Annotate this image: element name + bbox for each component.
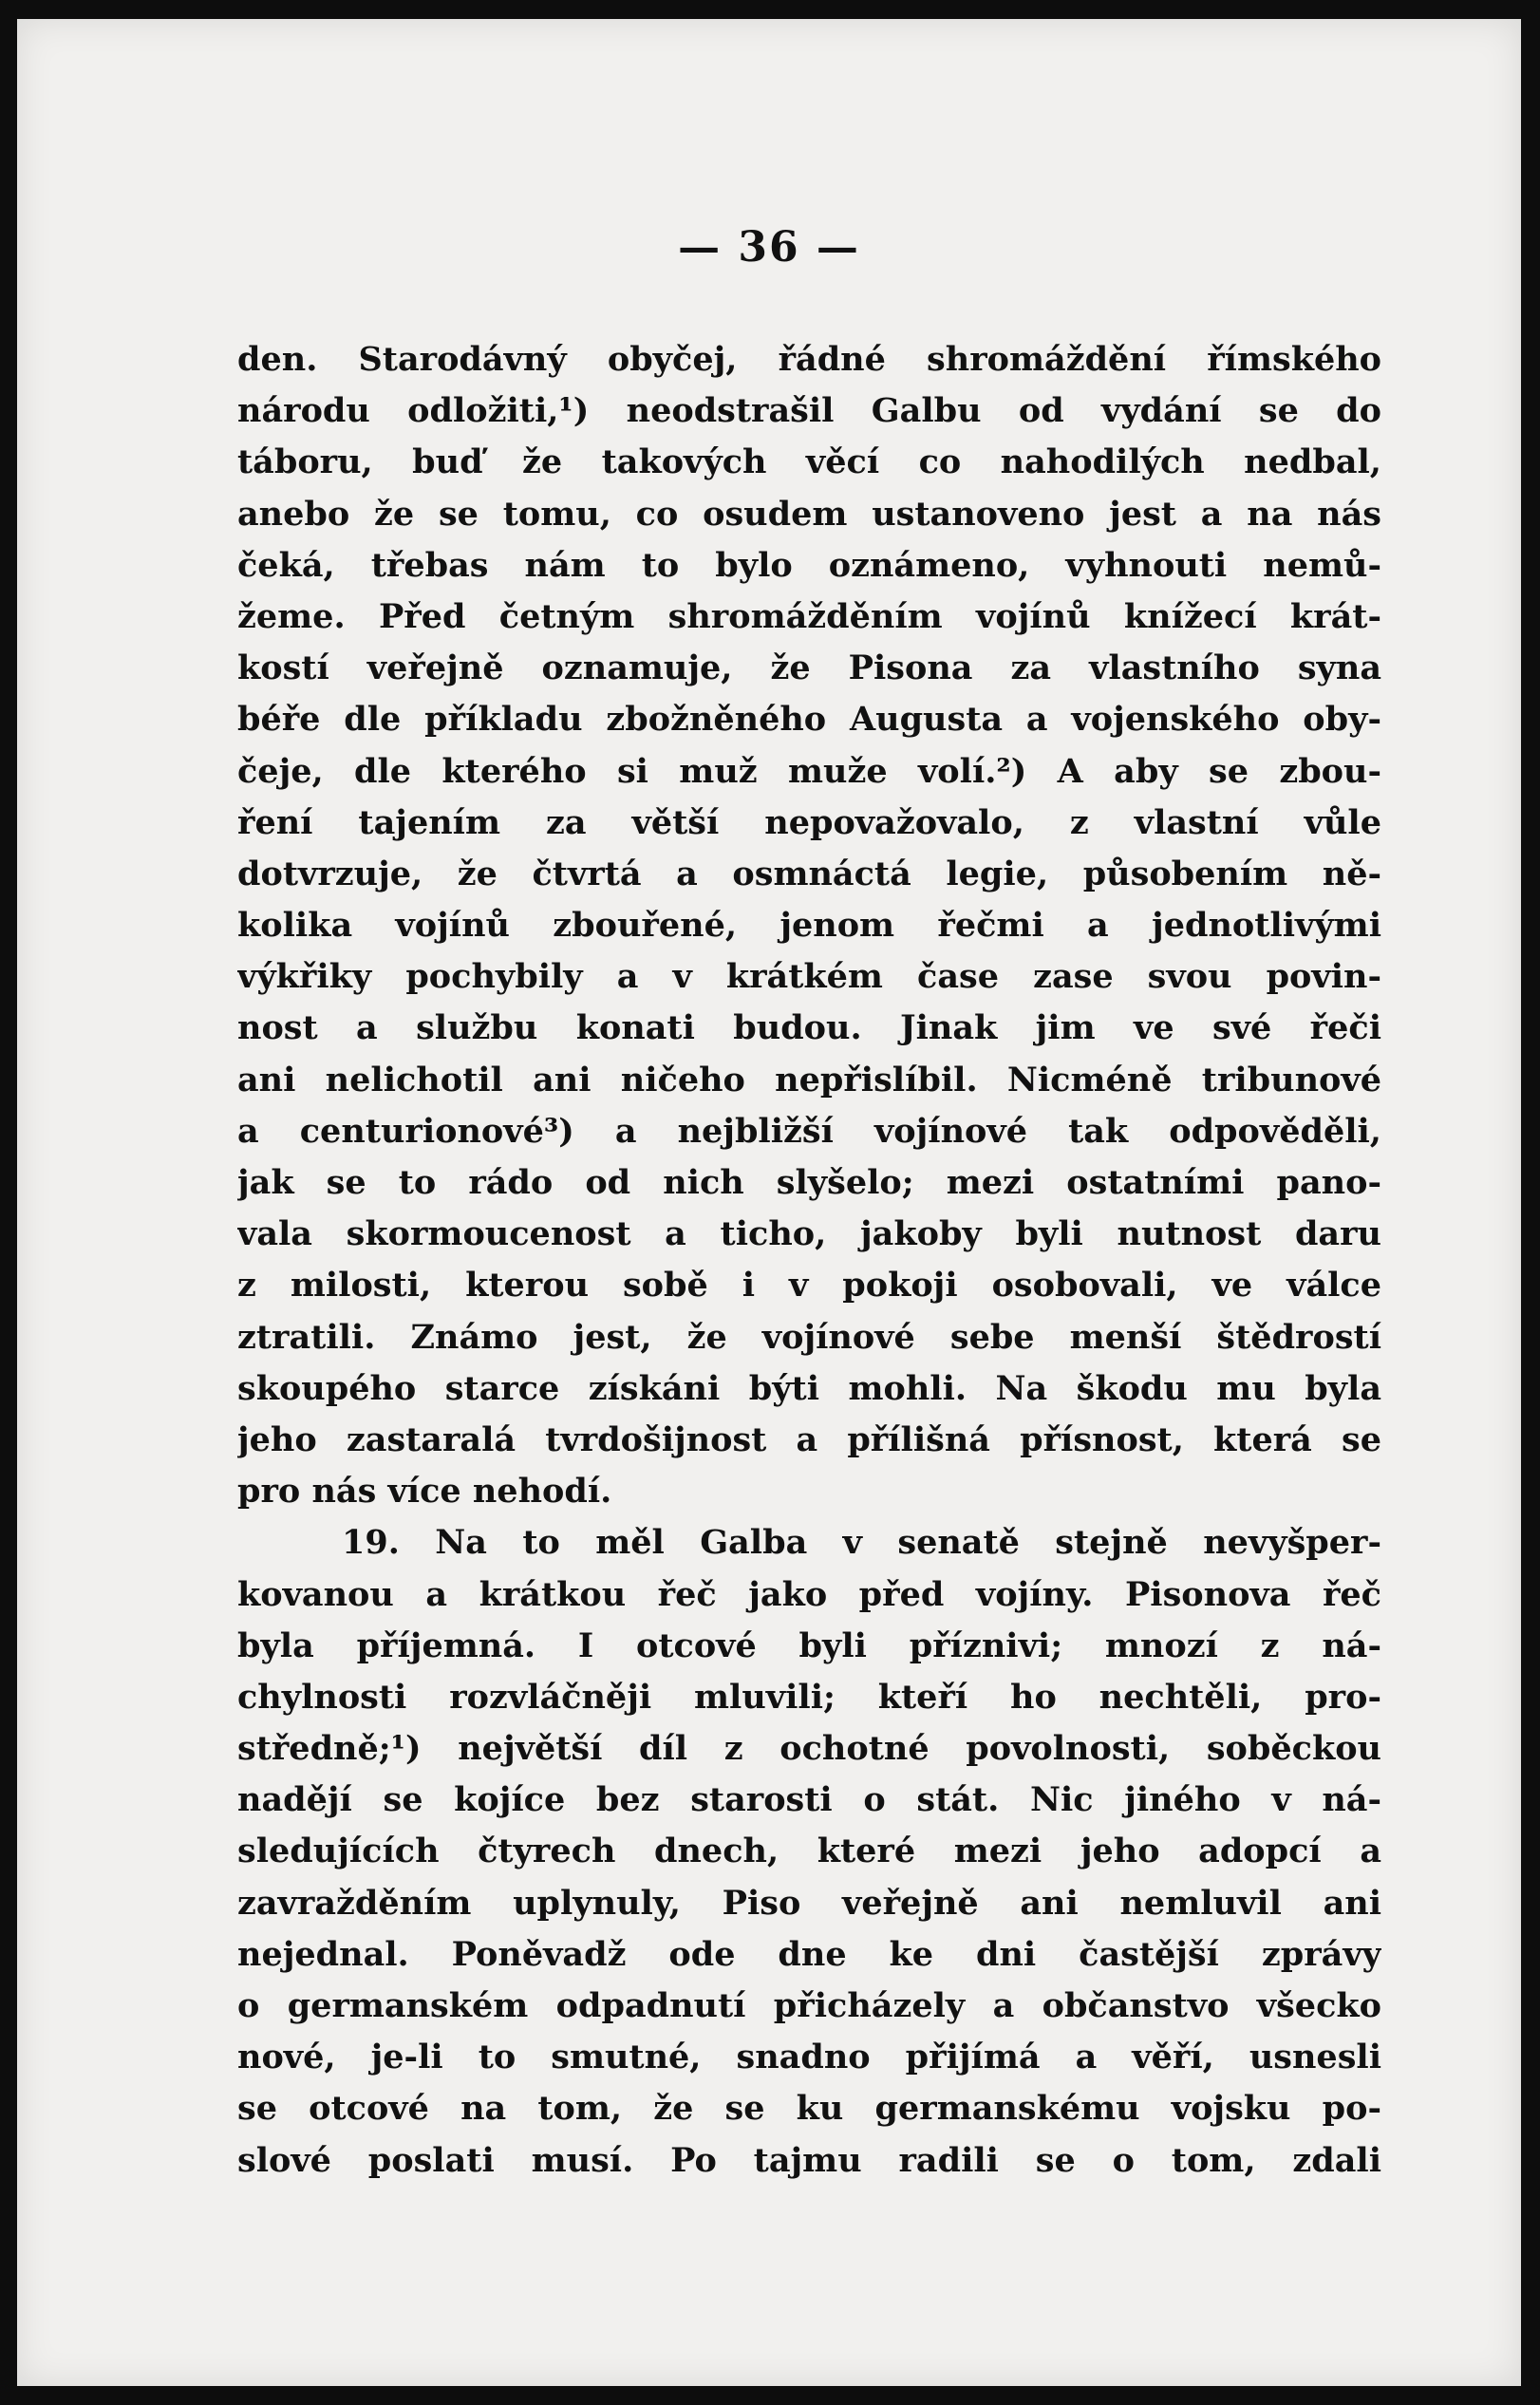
text-line: jeho zastaralá tvrdošijnost a přílišná přísnost, která se (237, 1419, 1381, 1459)
text-line: nadějí se kojíce bez starosti o stát. Nic jiného v ná- (237, 1780, 1381, 1820)
text-line: kovanou a krátkou řeč jako před vojíny. Pisonova řeč (237, 1574, 1381, 1614)
text-line: anebo že se tomu, co osudem ustanoveno jest a na nás (237, 494, 1381, 534)
text-line: národu odložiti,¹) neodstrašil Galbu od vydání se do (237, 391, 1381, 431)
body-text (237, 334, 1381, 2187)
text-line: jak se to rádo od nich slyšelo; mezi ostatními pano- (237, 1163, 1381, 1202)
book-page (17, 19, 1521, 2386)
text-line: sledujících čtyrech dnech, které mezi jeho adopcí a (237, 1832, 1381, 1871)
text-line: béře dle příkladu zbožněného Augusta a vojenského oby- (237, 700, 1381, 740)
page-number: — 36 — (678, 223, 860, 272)
text-line: zavražděním uplynuly, Piso veřejně ani nemluvil ani (237, 1883, 1381, 1923)
text-line: ani nelichotil ani ničeho nepřislíbil. Nicméně tribunové (237, 1060, 1381, 1099)
text-line: nost a službu konati budou. Jinak jim ve své řeči (237, 1008, 1381, 1048)
text-line: středně;¹) největší díl z ochotné povolnosti, soběckou (237, 1729, 1381, 1769)
text-line: vala skormoucenost a ticho, jakoby byli nutnost daru (237, 1214, 1381, 1254)
text-line: nejednal. Poněvadž ode dne ke dni častější zprávy (237, 1934, 1381, 1974)
text-line: ztratili. Známo jest, že vojínové sebe menší štědrostí (237, 1317, 1381, 1357)
text-line: kostí veřejně oznamuje, že Pisona za vlastního syna (237, 648, 1381, 688)
text-line: se otcové na tom, že se ku germanskému vojsku po- (237, 2089, 1381, 2129)
section-19-start-line: 19. Na to měl Galba v senatě stejně nevyšper- (342, 1523, 1381, 1563)
text-line: skoupého starce získáni býti mohli. Na škodu mu byla (237, 1368, 1381, 1408)
text-line: ření tajením za větší nepovažovalo, z vlastní vůle (237, 802, 1381, 842)
text-line: žeme. Před četným shromážděním vojínů knížecí krát- (237, 596, 1381, 636)
text-line: byla příjemná. I otcové byli příznivi; mnozí z ná- (237, 1625, 1381, 1665)
text-line: nové, je-li to smutné, snadno přijímá a věří, usnesli (237, 2038, 1381, 2077)
text-line: dotvrzuje, že čtvrtá a osmnáctá legie, působením ně- (237, 854, 1381, 893)
text-line: z milosti, kterou sobě i v pokoji osobovali, ve válce (237, 1266, 1381, 1306)
text-line: kolika vojínů zbouřené, jenom řečmi a jednotlivými (237, 906, 1381, 946)
paragraph-end-line: pro nás více nehodí. (237, 1472, 612, 1512)
text-line: čeje, dle kterého si muž muže volí.²) A aby se zbou- (237, 751, 1381, 791)
text-line: o germanském odpadnutí přicházely a občanstvo všecko (237, 1986, 1381, 2025)
text-line: výkřiky pochybily a v krátkém čase zase svou povin- (237, 957, 1381, 997)
text-line: a centurionové³) a nejbližší vojínové tak odpověděli, (237, 1111, 1381, 1151)
text-line: chylnosti rozvláčněji mluvili; kteří ho nechtěli, pro- (237, 1677, 1381, 1717)
text-line: čeká, třebas nám to bylo oznámeno, vyhnouti nemů- (237, 545, 1381, 585)
text-line: slové poslati musí. Po tajmu radili se o tom, zdali (237, 2140, 1381, 2180)
text-line: táboru, buď že takových věcí co nahodilých nedbal, (237, 442, 1381, 482)
text-line: den. Starodávný obyčej, řádné shromáždění římského (237, 340, 1381, 379)
